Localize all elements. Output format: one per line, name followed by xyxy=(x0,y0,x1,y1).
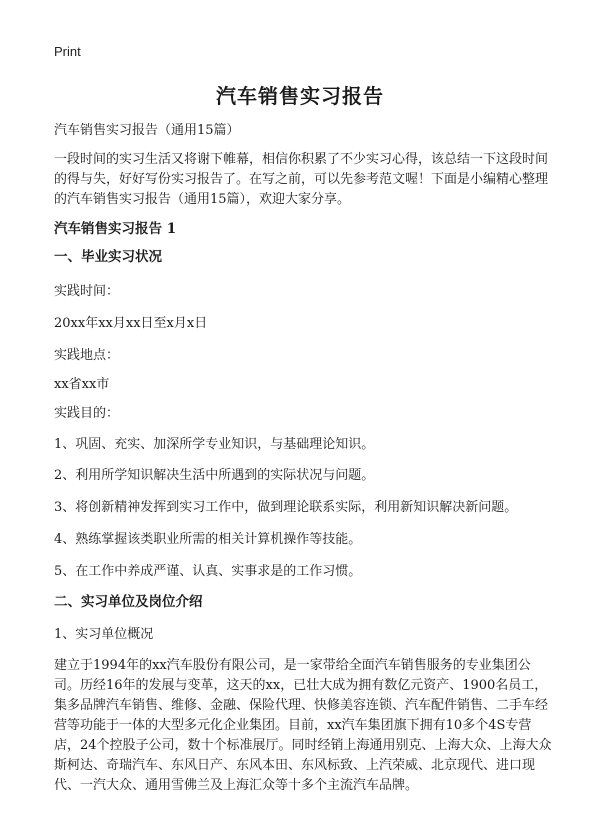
practice-place-value: xx省xx市 xyxy=(54,377,110,392)
goal-item: 2、利用所学知识解决生活中所遇到的实际状况与问题。 xyxy=(54,468,375,483)
print-link[interactable]: Print xyxy=(54,44,81,59)
goal-item: 4、熟练掌握该类职业所需的相关计算机操作等技能。 xyxy=(54,532,362,547)
goal-item: 1、巩固、充实、加深所学专业知识，与基础理论知识。 xyxy=(54,437,375,452)
report-heading: 汽车销售实习报告 1 xyxy=(54,221,177,237)
practice-time-label: 实践时间： xyxy=(54,284,120,299)
practice-place-label: 实践地点： xyxy=(54,348,120,363)
section-heading-1: 一、毕业实习状况 xyxy=(54,249,162,265)
company-overview-paragraph: 建立于1994年的xx汽车股份有限公司，是一家带给全面汽车销售服务的专业集团公司。历经16年的发展与变革，这天的xx，已壮大成为拥有数亿元资产、1900名员工，集多品牌汽车销售、维修、金融、保险代理、快修美容连锁、汽车配件销售、二手车经营等功能于一体的大型多元化企业集团。目前，xx汽车集团旗下拥有10多个4S专营店，24个控股子公司，数十个标准展厅。同时经销上海通用别克、上海大众、上海大众斯柯达、奇瑞汽车、东风日产、东风本田、东风标致、上汽荣威、北京现代、进口现代、一汽大众、通用雪佛兰及上海汇众等十多个主流汽车品牌。 xyxy=(54,658,552,793)
intro-paragraph: 一段时间的实习生活又将谢下帷幕，相信你积累了不少实习心得，该总结一下这段时间的得与失，好好写份实习报告了。在写之前，可以先参考范文喔！下面是小编精心整理的汽车销售实习报告（通用15篇），欢迎大家分享。 xyxy=(54,152,549,207)
goal-item: 5、在工作中养成严谨、认真、实事求是的工作习惯。 xyxy=(54,564,362,579)
practice-goal-label: 实践目的： xyxy=(54,406,120,421)
page-title: 汽车销售实习报告 xyxy=(216,84,384,108)
section-heading-2: 二、实习单位及岗位介绍 xyxy=(54,594,203,610)
goal-item: 3、将创新精神发挥到实习工作中，做到理论联系实际，利用新知识解决新问题。 xyxy=(54,500,518,515)
subsection-heading: 1、实习单位概况 xyxy=(54,627,154,642)
practice-time-value: 20xx年xx月xx日至x月x日 xyxy=(54,316,208,331)
subtitle: 汽车销售实习报告（通用15篇） xyxy=(54,123,240,138)
